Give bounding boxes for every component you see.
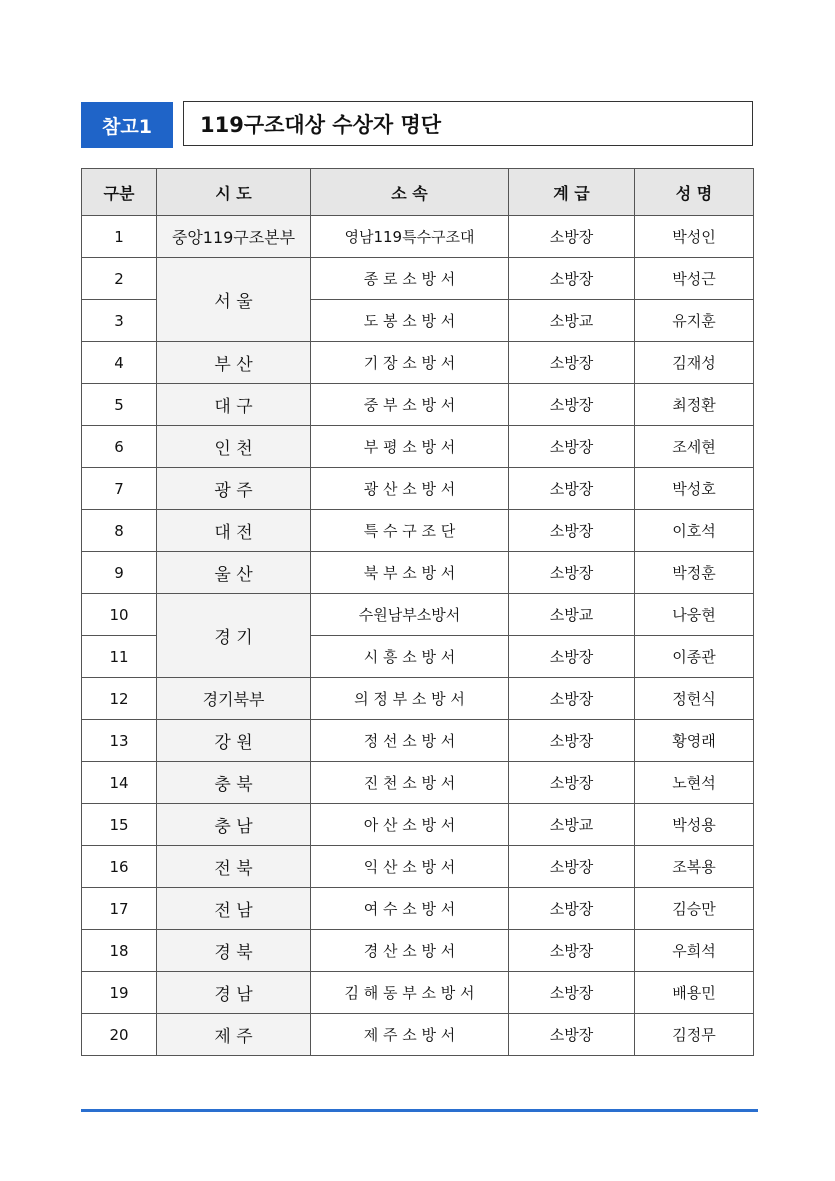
row-name: 박성용 [635, 804, 754, 846]
row-name: 정헌식 [635, 678, 754, 720]
row-rank: 소방장 [509, 552, 635, 594]
row-region: 중앙119구조본부 [157, 216, 311, 258]
row-unit: 북 부 소 방 서 [311, 552, 509, 594]
table-row [82, 552, 754, 594]
row-rank: 소방장 [509, 426, 635, 468]
row-number: 9 [82, 552, 157, 594]
row-number: 18 [82, 930, 157, 972]
row-region: 대 전 [157, 510, 311, 552]
row-name: 박성근 [635, 258, 754, 300]
row-name: 배용민 [635, 972, 754, 1014]
row-unit: 기 장 소 방 서 [311, 342, 509, 384]
row-number: 19 [82, 972, 157, 1014]
row-unit: 시 흥 소 방 서 [311, 636, 509, 678]
row-number: 4 [82, 342, 157, 384]
row-unit: 영남119특수구조대 [311, 216, 509, 258]
row-rank: 소방장 [509, 930, 635, 972]
row-rank: 소방장 [509, 258, 635, 300]
row-region: 경기북부 [157, 678, 311, 720]
row-unit: 의 정 부 소 방 서 [311, 678, 509, 720]
row-region: 강 원 [157, 720, 311, 762]
row-unit: 정 선 소 방 서 [311, 720, 509, 762]
row-rank: 소방장 [509, 678, 635, 720]
award-recipients-table [81, 168, 754, 1056]
row-unit: 광 산 소 방 서 [311, 468, 509, 510]
row-unit: 익 산 소 방 서 [311, 846, 509, 888]
row-number: 2 [82, 258, 157, 300]
row-unit: 부 평 소 방 서 [311, 426, 509, 468]
row-unit: 김 해 동 부 소 방 서 [311, 972, 509, 1014]
table-header-row [82, 169, 754, 216]
column-header-number: 구분 [82, 169, 157, 216]
row-name: 유지훈 [635, 300, 754, 342]
row-number: 7 [82, 468, 157, 510]
row-name: 황영래 [635, 720, 754, 762]
row-name: 조복용 [635, 846, 754, 888]
row-unit: 수원남부소방서 [311, 594, 509, 636]
row-rank: 소방장 [509, 720, 635, 762]
row-number: 14 [82, 762, 157, 804]
table-row [82, 594, 754, 636]
table-row [82, 1014, 754, 1056]
row-unit: 여 수 소 방 서 [311, 888, 509, 930]
row-number: 15 [82, 804, 157, 846]
row-number: 1 [82, 216, 157, 258]
row-name: 김승만 [635, 888, 754, 930]
row-rank: 소방장 [509, 468, 635, 510]
row-name: 박성인 [635, 216, 754, 258]
table-row [82, 720, 754, 762]
row-number: 5 [82, 384, 157, 426]
table-row [82, 762, 754, 804]
row-name: 조세현 [635, 426, 754, 468]
row-rank: 소방장 [509, 846, 635, 888]
row-unit: 제 주 소 방 서 [311, 1014, 509, 1056]
row-region: 인 천 [157, 426, 311, 468]
table-row [82, 930, 754, 972]
table-row [82, 888, 754, 930]
row-unit: 중 부 소 방 서 [311, 384, 509, 426]
row-region: 충 남 [157, 804, 311, 846]
row-region: 경 기 [157, 594, 311, 678]
row-unit: 특 수 구 조 단 [311, 510, 509, 552]
table-row [82, 804, 754, 846]
row-rank: 소방장 [509, 762, 635, 804]
row-unit: 도 봉 소 방 서 [311, 300, 509, 342]
row-rank: 소방교 [509, 594, 635, 636]
row-region: 전 남 [157, 888, 311, 930]
row-rank: 소방장 [509, 972, 635, 1014]
column-header-region: 시 도 [157, 169, 311, 216]
table-row [82, 678, 754, 720]
row-name: 나웅현 [635, 594, 754, 636]
column-header-name: 성 명 [635, 169, 754, 216]
row-unit: 종 로 소 방 서 [311, 258, 509, 300]
row-rank: 소방교 [509, 804, 635, 846]
row-rank: 소방교 [509, 300, 635, 342]
row-number: 17 [82, 888, 157, 930]
row-number: 6 [82, 426, 157, 468]
row-rank: 소방장 [509, 216, 635, 258]
row-name: 최정환 [635, 384, 754, 426]
table-row [82, 510, 754, 552]
row-name: 우희석 [635, 930, 754, 972]
row-region: 충 북 [157, 762, 311, 804]
table-row [82, 258, 754, 300]
table-row [82, 384, 754, 426]
row-rank: 소방장 [509, 888, 635, 930]
table-row [82, 342, 754, 384]
row-name: 이종관 [635, 636, 754, 678]
row-region: 울 산 [157, 552, 311, 594]
row-region: 대 구 [157, 384, 311, 426]
page-title: 119구조대상 수상자 명단 [183, 101, 753, 146]
row-number: 16 [82, 846, 157, 888]
row-name: 박성호 [635, 468, 754, 510]
row-number: 12 [82, 678, 157, 720]
row-region: 경 북 [157, 930, 311, 972]
row-number: 13 [82, 720, 157, 762]
column-header-unit: 소 속 [311, 169, 509, 216]
row-rank: 소방장 [509, 636, 635, 678]
row-number: 8 [82, 510, 157, 552]
row-name: 박정훈 [635, 552, 754, 594]
row-number: 20 [82, 1014, 157, 1056]
row-number: 11 [82, 636, 157, 678]
row-region: 서 울 [157, 258, 311, 342]
row-region: 제 주 [157, 1014, 311, 1056]
row-number: 3 [82, 300, 157, 342]
row-rank: 소방장 [509, 384, 635, 426]
row-rank: 소방장 [509, 342, 635, 384]
column-header-rank: 계 급 [509, 169, 635, 216]
section-badge: 참고1 [81, 102, 173, 148]
row-unit: 진 천 소 방 서 [311, 762, 509, 804]
footer-divider [81, 1109, 758, 1112]
row-rank: 소방장 [509, 510, 635, 552]
row-name: 이호석 [635, 510, 754, 552]
row-name: 노현석 [635, 762, 754, 804]
row-region: 부 산 [157, 342, 311, 384]
table-row [82, 972, 754, 1014]
row-region: 광 주 [157, 468, 311, 510]
row-region: 경 남 [157, 972, 311, 1014]
row-number: 10 [82, 594, 157, 636]
table-row [82, 468, 754, 510]
row-name: 김재성 [635, 342, 754, 384]
row-unit: 경 산 소 방 서 [311, 930, 509, 972]
table-row [82, 426, 754, 468]
row-name: 김정무 [635, 1014, 754, 1056]
table-row [82, 216, 754, 258]
row-unit: 아 산 소 방 서 [311, 804, 509, 846]
table-row [82, 846, 754, 888]
row-region: 전 북 [157, 846, 311, 888]
row-rank: 소방장 [509, 1014, 635, 1056]
